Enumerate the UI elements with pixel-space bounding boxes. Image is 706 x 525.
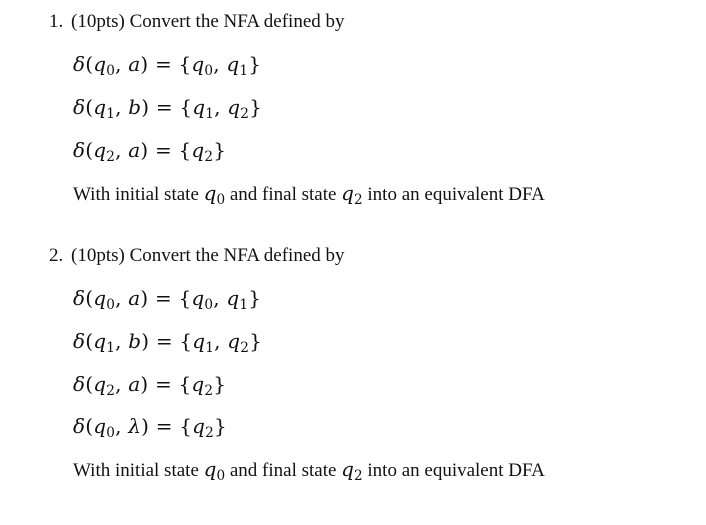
- problem-1-footer: With initial state $q_0$ and final state $q_2$ into an equivalent DFA: [73, 181, 545, 208]
- problem-number: 2.: [49, 245, 64, 266]
- transition-equation: $\delta(q_1$, $b) = \{q_1$, $q_2$}: [73, 95, 263, 122]
- problem-number: 1.: [49, 11, 64, 32]
- transition-equation: $\delta(q_1$, $b) = \{q_1$, $q_2$}: [73, 329, 263, 356]
- transition-equation: $\delta(q_2$, $a) = \{q_2\}$: [73, 138, 227, 165]
- transition-equation: $\delta(q_2$, $a) = \{q_2\}$: [73, 372, 227, 399]
- problem-1-heading: [49, 12, 345, 31]
- transition-equation: $\delta(q_0$, $a) = \{q_0$, $q_1$}: [73, 52, 262, 79]
- problem-2-heading: [49, 246, 345, 265]
- problem-heading-text: (10pts) Convert the NFA defined by: [71, 11, 345, 32]
- transition-equation: $\delta(q_0$, $\lambda) = \{q_2\}$: [73, 414, 227, 441]
- problem-2-footer: With initial state $q_0$ and final state $q_2$ into an equivalent DFA: [73, 457, 545, 484]
- transition-equation: $\delta(q_0$, $a) = \{q_0$, $q_1$}: [73, 286, 262, 313]
- problem-heading-text: (10pts) Convert the NFA defined by: [71, 245, 345, 266]
